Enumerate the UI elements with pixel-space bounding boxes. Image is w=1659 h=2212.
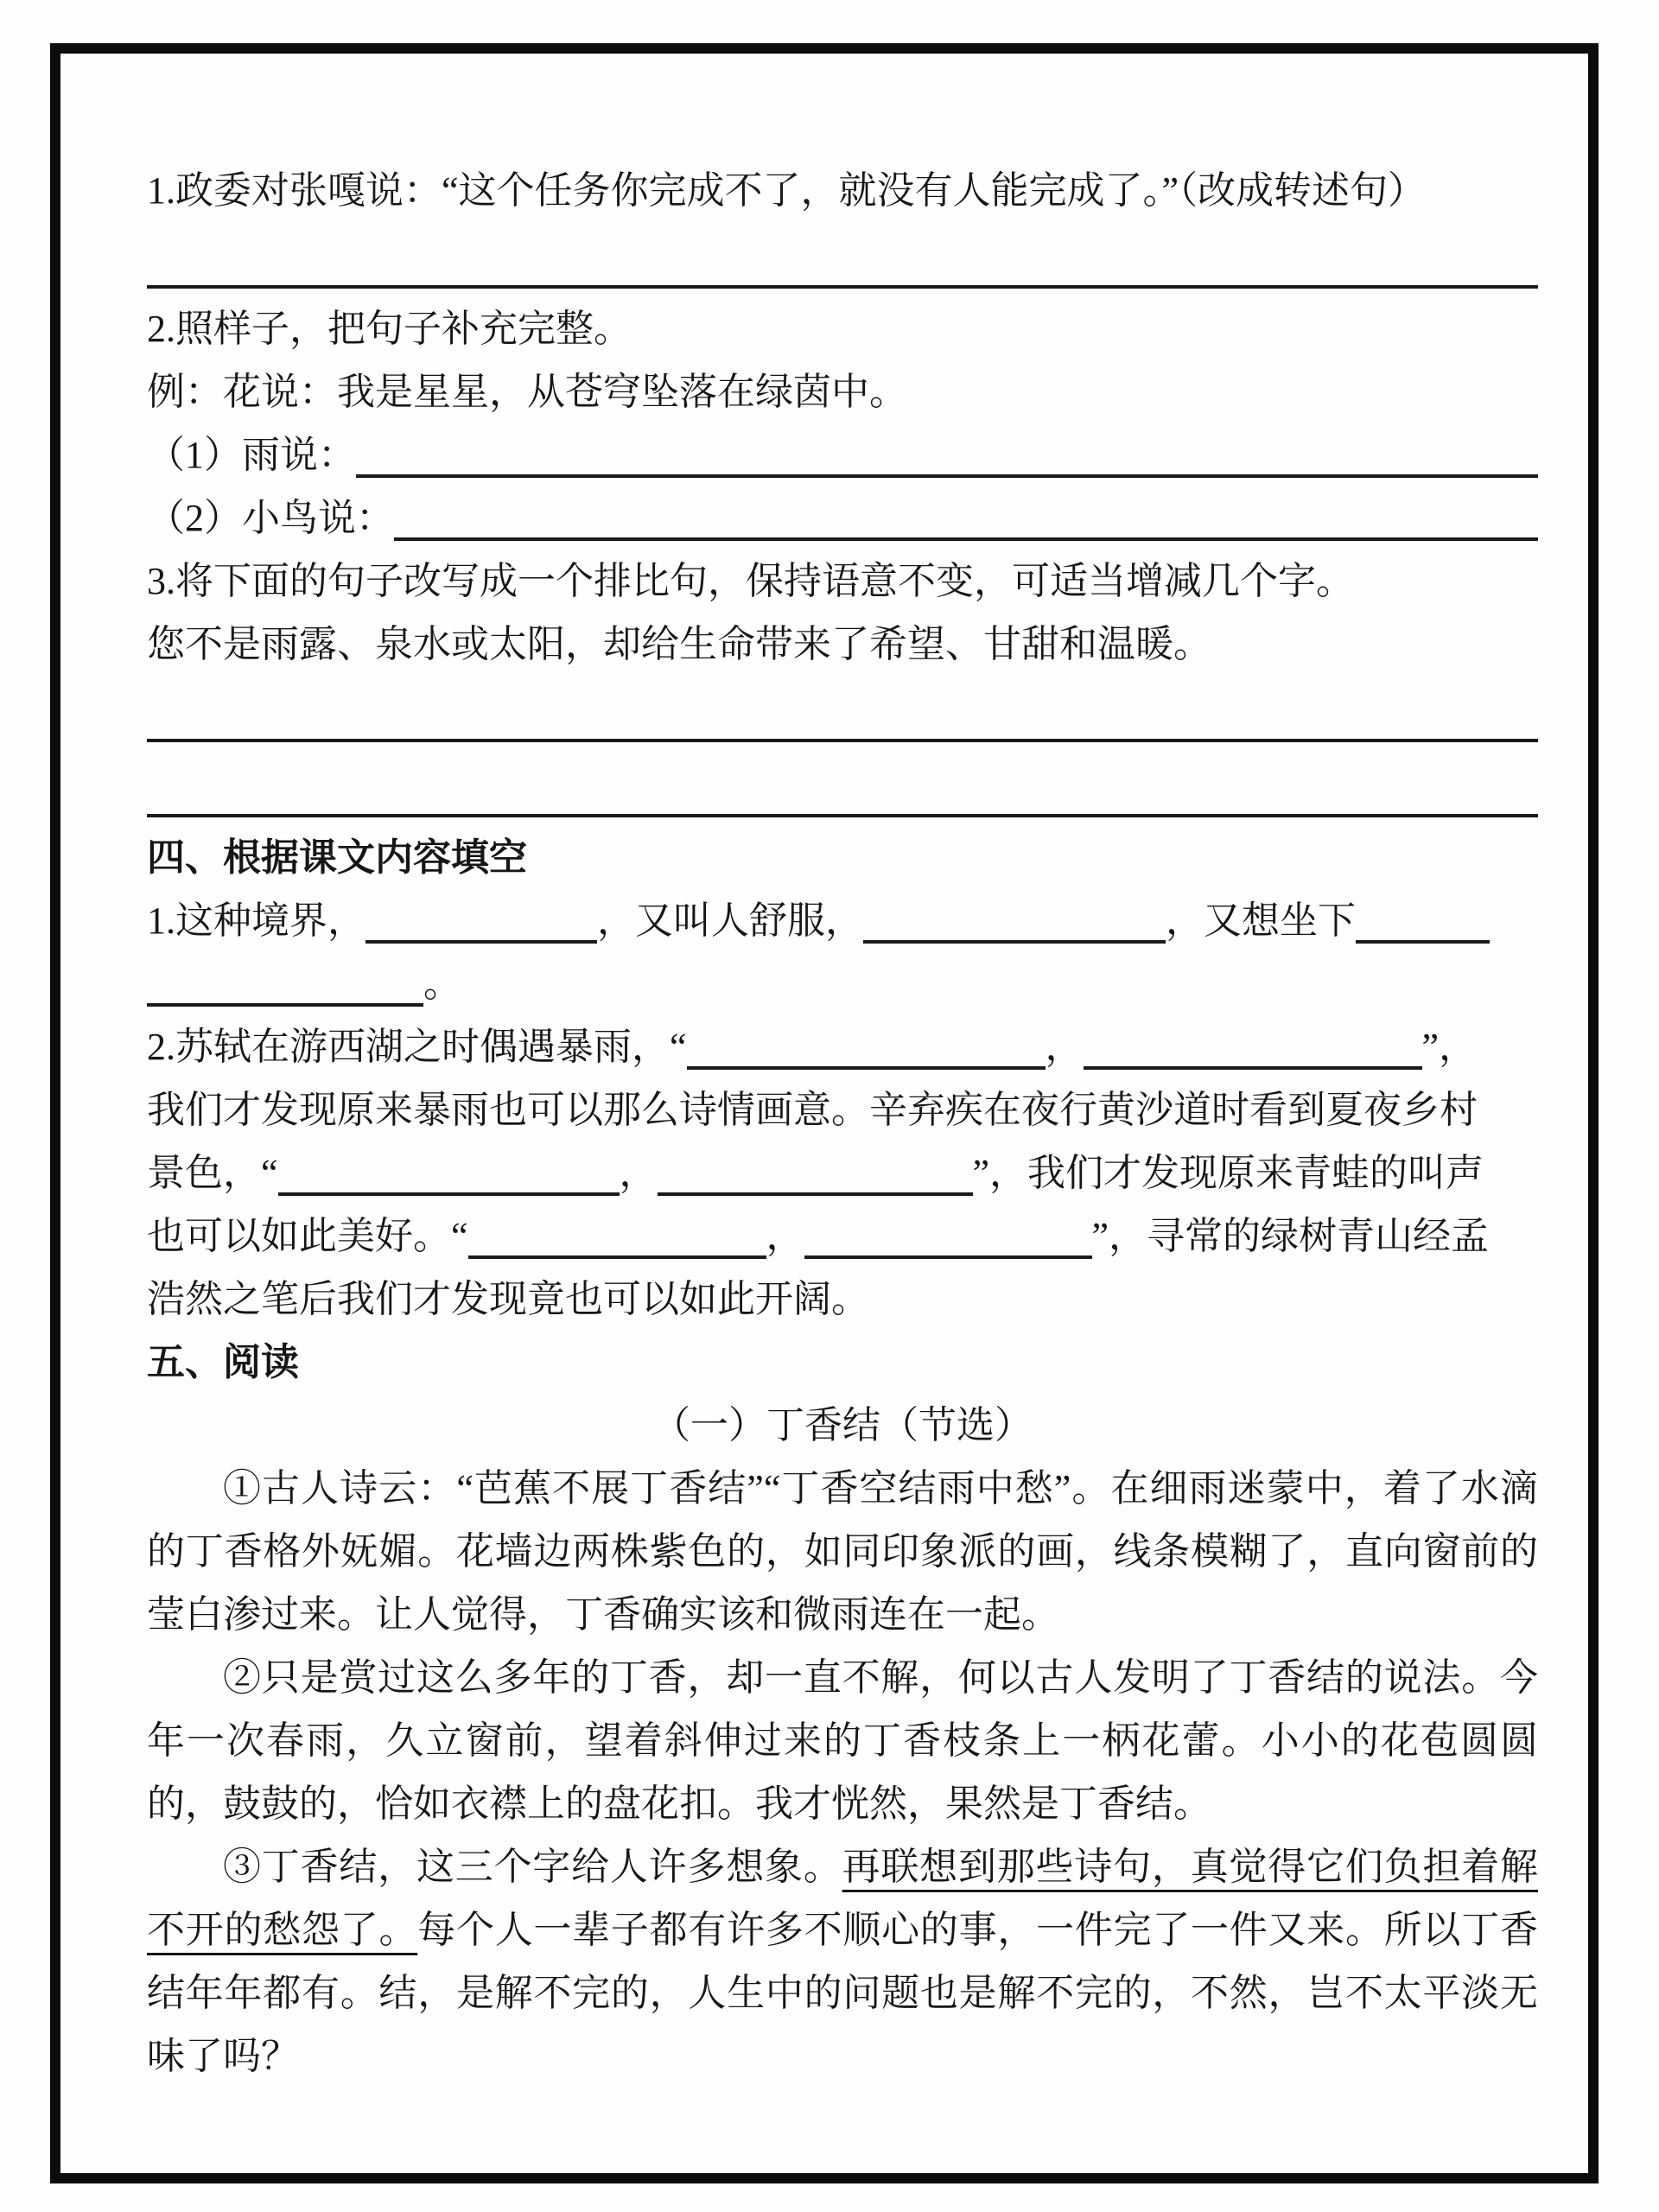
answer-blank <box>278 1166 620 1196</box>
answer-blank <box>394 486 1538 541</box>
answer-blank <box>804 1230 1092 1259</box>
question-2-sub2-label: （2）小鸟说： <box>147 497 394 539</box>
question-2-sub2 <box>147 486 1538 550</box>
answer-blank <box>1084 1040 1422 1070</box>
answer-blank <box>687 1040 1046 1070</box>
answer-blank <box>356 423 1538 478</box>
section-4-q1-text-4: 。 <box>423 963 461 1005</box>
section-4-q2-text-4: 景色，“ <box>147 1152 278 1194</box>
question-2-sub1-label: （1）雨说： <box>147 434 356 476</box>
section-4-q2-line-5: 浩然之笔后我们才发现竟也可以如此开阔。 <box>147 1278 869 1320</box>
question-2-intro: 2.照样子，把句子补充完整。 <box>147 308 632 350</box>
section-4-q1-text-2: ，又叫人舒服， <box>597 899 863 942</box>
section-4-q2-line-2: 我们才发现原来暴雨也可以那么诗情画意。辛弃疾在夜行黄沙道时看到夏夜乡村 <box>147 1089 1478 1131</box>
answer-blank <box>365 914 597 944</box>
section-4-q1-line-1 <box>147 889 1538 952</box>
reading-paragraph-1: ①古人诗云：“芭蕉不展丁香结”“丁香空结雨中愁”。在细雨迷蒙中，着了水滴的丁香格外妩媚。花墙边两株紫色的，如同印象派的画，线条模糊了，直向窗前的莹白渗过来。让人觉得，丁香确实该和微雨连在一起。 <box>147 1467 1538 1636</box>
question-1-answer-line <box>147 222 1538 289</box>
reading-title: （一）丁香结（节选） <box>652 1404 1033 1446</box>
section-4-q2-text-8: ， <box>766 1215 804 1257</box>
question-3-text: 3.将下面的句子改写成一个排比句，保持语意不变，可适当增减几个字。 <box>147 560 1354 602</box>
reading-paragraph-3 <box>147 1835 1538 2088</box>
section-4-q2-text-5: ， <box>619 1152 658 1194</box>
question-3-answer-line-2 <box>147 751 1538 817</box>
section-4-q2-text-7: 也可以如此美好。“ <box>147 1215 468 1257</box>
section-4-q1-text-3: ，又想坐下 <box>1166 899 1356 942</box>
section-4-q2-line-4 <box>147 1205 1538 1268</box>
section-4-heading: 四、根据课文内容填空 <box>147 836 527 879</box>
answer-blank <box>658 1166 973 1196</box>
question-2-sub1 <box>147 423 1538 486</box>
question-3-answer-line-1 <box>147 676 1538 742</box>
section-4-q2-text-2: ， <box>1045 1026 1084 1068</box>
section-4-q1-text-1: 1.这种境界， <box>147 899 365 942</box>
worksheet-content <box>147 159 1538 2088</box>
section-4-q2-text-3: ”， <box>1421 1026 1478 1068</box>
paragraph-3-text-1: ③丁香结，这三个字给人许多想象。 <box>223 1846 842 1888</box>
answer-blank <box>863 914 1166 944</box>
section-4-q2-line-1 <box>147 1015 1538 1078</box>
section-4-q2-text-9: ”，寻常的绿树青山经孟 <box>1091 1215 1490 1257</box>
section-4-q2-text-1: 2.苏轼在游西湖之时偶遇暴雨，“ <box>147 1026 687 1068</box>
answer-blank <box>147 977 423 1007</box>
section-4-q2-text-6: ”，我们才发现原来青蛙的叫声 <box>972 1152 1484 1194</box>
page-border-frame <box>50 43 1599 2183</box>
question-3-sentence: 您不是雨露、泉水或太阳，却给生命带来了希望、甘甜和温暖。 <box>147 623 1211 665</box>
section-4-q2-line-3 <box>147 1141 1538 1205</box>
section-4-q1-line-2 <box>147 952 1538 1015</box>
section-5-heading: 五、阅读 <box>147 1341 299 1383</box>
paragraph-3-text-2: 每个人一辈子都有许多不顺心的事，一件完了一件又来。所以丁香结年年都有。结，是解不完的，人生中的问题也是解不完的，不然，岂不太平淡无味了吗？ <box>147 1909 1539 2077</box>
paragraph-3-underlined-text: 再联想到那些诗句，真觉得它们负担着解不开的愁怨了。 <box>147 1846 1539 1951</box>
question-2-example: 例：花说：我是星星，从苍穹坠落在绿茵中。 <box>147 371 907 413</box>
question-1-text: 1.政委对张嘎说：“这个任务你完成不了，就没有人能完成了。”（改成转述句） <box>147 169 1427 212</box>
reading-paragraph-2: ②只是赏过这么多年的丁香，却一直不解，何以古人发明了丁香结的说法。今年一次春雨，久立窗前，望着斜伸过来的丁香枝条上一柄花蕾。小小的花苞圆圆的，鼓鼓的，恰如衣襟上的盘花扣。我才恍然，果然是丁香结。 <box>147 1656 1538 1825</box>
answer-blank <box>468 1230 766 1259</box>
answer-blank <box>1356 914 1490 944</box>
